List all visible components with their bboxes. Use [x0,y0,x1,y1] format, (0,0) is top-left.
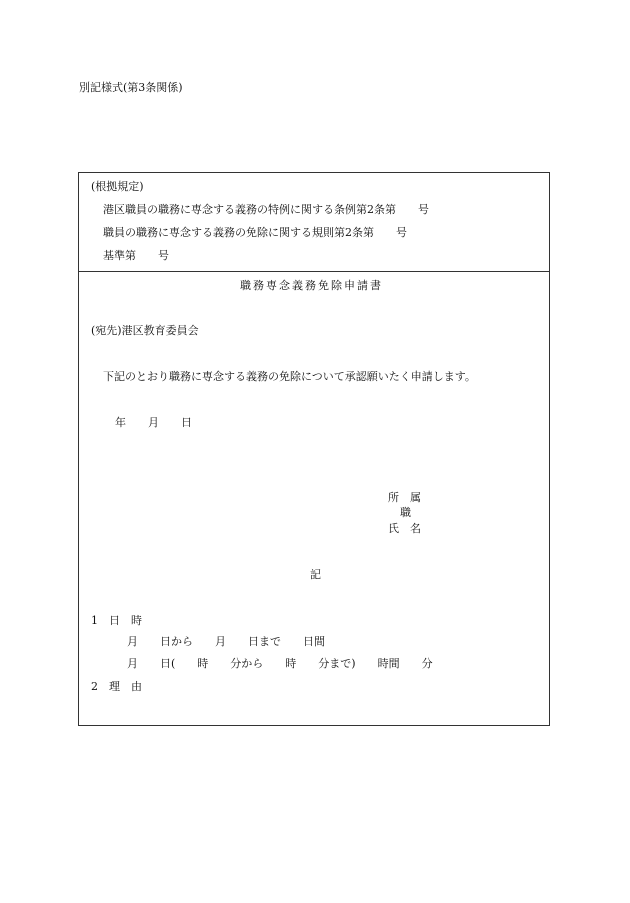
basis-line-rule: 職員の職務に専念する義務の免除に関する規則第2条第 号 [103,226,407,239]
datetime-line-hours: 月 日( 時 分から 時 分まで) 時間 分 [127,657,433,670]
basis-line-ordinance: 港区職員の職務に専念する義務の特例に関する条例第2条第 号 [103,203,429,216]
reason-heading: 2 理 由 [91,680,142,693]
basis-heading: (根拠規定) [91,180,144,193]
addressee: (宛先)港区教育委員会 [91,324,199,337]
request-text: 下記のとおり職務に専念する義務の免除について承認願いたく申請します。 [103,370,476,383]
section-divider [78,271,550,272]
affiliation-label: 所 属 [388,491,421,504]
document-title: 職務専念義務免除申請書 [240,279,383,292]
datetime-heading: 1 日 時 [91,614,142,627]
datetime-line-days: 月 日から 月 日まで 日間 [127,635,325,648]
name-label: 氏 名 [388,522,421,535]
form-number-label: 別記様式(第3条関係) [79,81,183,94]
basis-line-standard: 基準第 号 [103,249,169,262]
application-date: 年 月 日 [115,416,192,429]
ki-label: 記 [310,568,321,581]
position-label: 職 [400,506,411,519]
